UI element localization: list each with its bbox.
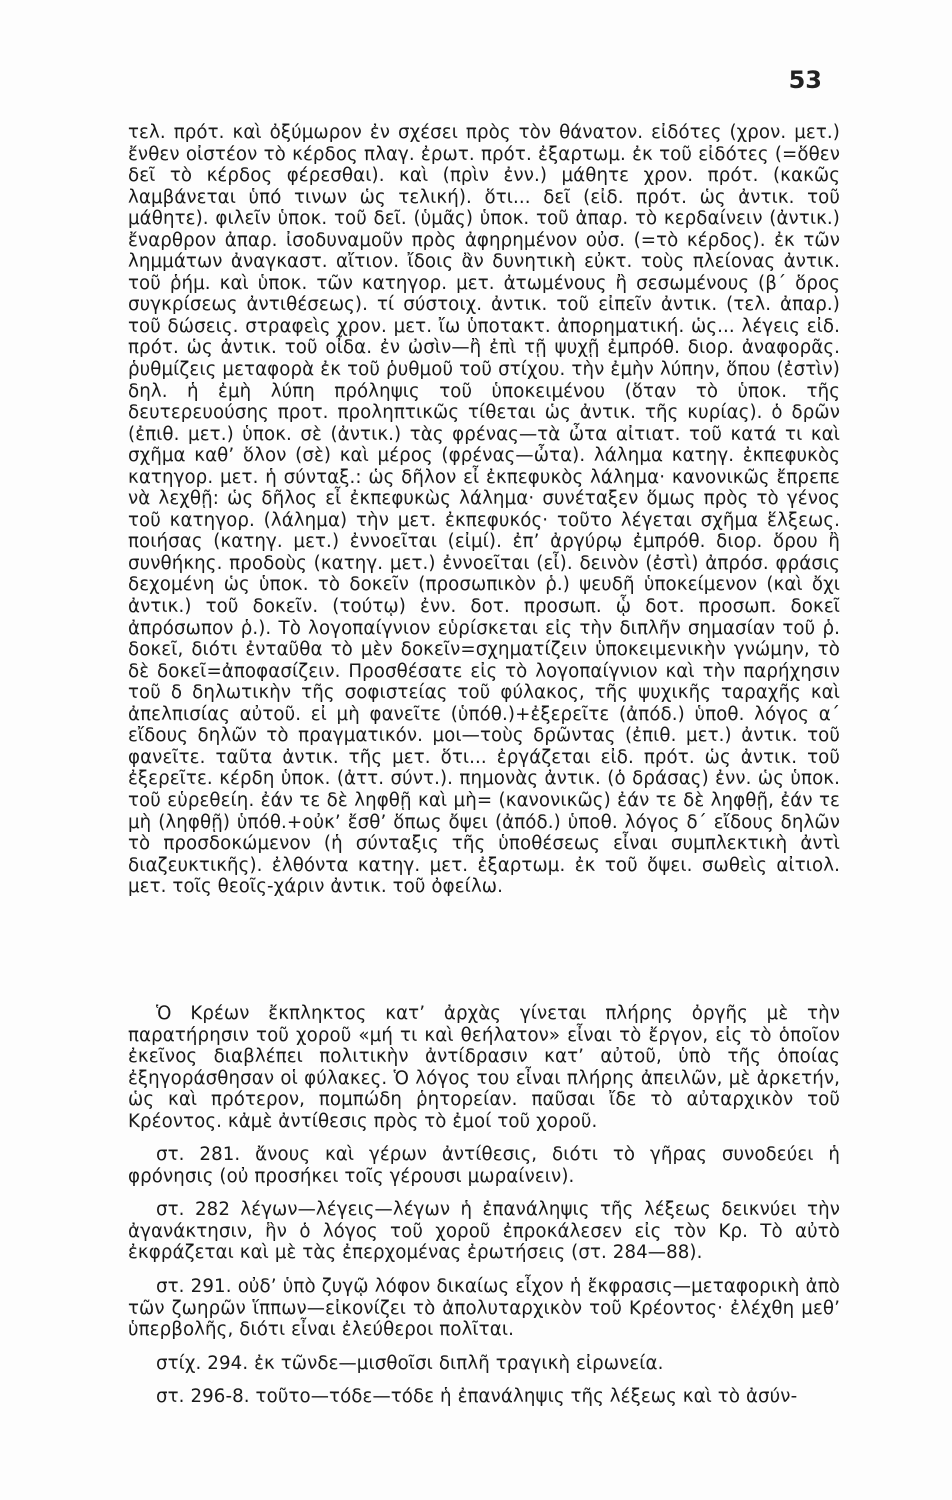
commentary-section (128, 1003, 840, 1408)
page-number: 53 (788, 66, 822, 94)
commentary-paragraph-verse-282: στ. 282 λέγων—λέγεις—λέγων ἡ ἐπανάληψις τῆς λέξεως δεικνύει τὴν ἀγανάκτησιν, ἣν ὁ λόγος τοῦ χοροῦ ἐπροκάλεσεν εἰς τὸν Κρ. Τὸ αὐτὸ ἐκφράζεται καὶ μὲ τὰς ἐπερχομένας ἐρωτήσεις (στ. 284—88). (128, 1199, 840, 1264)
commentary-paragraph-verse-294: στίχ. 294. ἐκ τῶνδε—μισθοῖσι διπλῆ τραγικὴ εἰρωνεία. (156, 1352, 664, 1374)
commentary-paragraph-verse-281: στ. 281. ἄνους καὶ γέρων ἀντίθεσις, διότι τὸ γῆρας συνοδεύει ἡ φρόνησις (οὐ προσήκει τοῖς γέρουσι μωραίνειν). (128, 1144, 840, 1187)
notes-paragraph: τελ. πρότ. καὶ ὀξύμωρον ἐν σχέσει πρὸς τὸν θάνατον. εἰδότες (χρον. μετ.) ἔνθεν οἰστέον τὸ κέρδος πλαγ. ἐρωτ. πρότ. ἐξαρτωμ. ἐκ τοῦ εἰδότες (=ὅθεν δεῖ τὸ κέρδος φέρεσθαι). καὶ (πρὶν ἐνν.) μάθητε χρον. πρότ. (κακῶς λαμβάνεται ὑπό τινων ὡς τελική). ὅτι... δεῖ (εἰδ. πρότ. ὡς ἀντικ. τοῦ μάθητε). φιλεῖν ὑποκ. τοῦ δεῖ. (ὑμᾶς) ὑποκ. τοῦ ἀπαρ. τὸ κερδαίνειν (ἀντικ.) ἔναρθρον ἀπαρ. ἰσοδυναμοῦν πρὸς ἀφηρημένον οὐσ. (=τὸ κέρδος). ἐκ τῶν λημμάτων ἀναγκαστ. αἴτιον. ἴδοις ἂν δυνητικὴ εὐκτ. τοὺς πλείονας ἀντικ. τοῦ ῥήμ. καὶ ὑποκ. τῶν κατηγορ. μετ. ἀτωμένους ἢ σεσωμένους (β΄ ὅρος συγκρίσεως ἀντιθέσεως). τί σύστοιχ. ἀντικ. τοῦ εἰπεῖν ἀντικ. (τελ. ἀπαρ.) τοῦ δώσεις. στραφεὶς χρον. μετ. ἴω ὑποτακτ. ἀπορηματική. ὡς... λέγεις εἰδ. πρότ. ὡς ἀντικ. τοῦ οἶδα. ἐν ὠσὶν—ἢ ἐπὶ τῇ ψυχῇ ἐμπρόθ. διορ. ἀναφορᾶς. ῥυθμίζεις μεταφορὰ ἐκ τοῦ ῥυθμοῦ τοῦ στίχου. τὴν ἐμὴν λύπην, ὅπου (ἐστὶν) δηλ. ἡ ἐμὴ λύπη πρόληψις τοῦ ὑποκειμένου (ὅταν τὸ ὑποκ. τῆς δευτερευούσης προτ. προληπτικῶς τίθεται ὡς ἀντικ. τῆς κυρίας). ὁ δρῶν (ἐπιθ. μετ.) ὑποκ. σὲ (ἀντικ.) τὰς φρένας—τὰ ὦτα αἰτιατ. τοῦ κατά τι καὶ σχῆμα καθ’ ὅλον (σὲ) καὶ μέρος (φρένας—ὦτα). λάλημα κατηγ. ἐκπεφυκὸς κατηγορ. μετ. ἡ σύνταξ.: ὡς δῆλον εἶ ἐκπεφυκὸς λάλημα· κανονικῶς ἔπρεπε νὰ λεχθῇ: ὡς δῆλος εἶ ἐκπεφυκὼς λάλημα· συνέταξεν ὅμως πρὸς τὸ γένος τοῦ κατηγορ. (λάλημα) τὴν μετ. ἐκπεφυκός· τοῦτο λέγεται σχῆμα ἕλξεως. ποιήσας (κατηγ. μετ.) ἐννοεῖται (εἰμί). ἐπ’ ἀργύρῳ ἐμπρόθ. διορ. ὅρου ἢ συνθήκης. προδοὺς (κατηγ. μετ.) ἐννοεῖται (εἶ). δεινὸν (ἐστὶ) ἀπρόσ. φράσις δεχομένη ὡς ὑποκ. τὸ δοκεῖν (προσωπικὸν ῥ.) ψευδῆ ὑποκείμενον (καὶ ὄχι ἀντικ.) τοῦ δοκεῖν. (τούτῳ) ἐνν. δοτ. προσωπ. ᾧ δοτ. προσωπ. δοκεῖ ἀπρόσωπον ῥ.). Τὸ λογοπαίγνιον εὑρίσκεται εἰς τὴν διπλῆν σημασίαν τοῦ ῥ. δοκεῖ, διότι ἐνταῦθα τὸ μὲν δοκεῖν=σχηματίζειν ὑποκειμενικὴν γνώμην, τὸ δὲ δοκεῖ=ἀποφασίζειν. Προσθέσατε εἰς τὸ λογοπαίγνιον καὶ τὴν παρήχησιν τοῦ δ δηλωτικὴν τῆς σοφιστείας τοῦ φύλακος, τῆς ψυχικῆς ταραχῆς καὶ ἀπελπισίας αὐτοῦ. εἰ μὴ φανεῖτε (ὑπόθ.)+ἐξερεῖτε (ἀπόδ.) ὑποθ. λόγος α΄ εἴδους δηλῶν τὸ πραγματικόν. μοι—τοὺς δρῶντας (ἐπιθ. μετ.) ἀντικ. τοῦ φανεῖτε. ταῦτα ἀντικ. τῆς μετ. ὅτι... ἐργάζεται εἰδ. πρότ. ὡς ἀντικ. τοῦ ἐξερεῖτε. κέρδη ὑποκ. (ἀττ. σύντ.). πημονὰς ἀντικ. (ὁ δράσας) ἐνν. ὡς ὑποκ. τοῦ εὑρεθείη. ἐάν τε δὲ ληφθῇ καὶ μὴ= (κανονικῶς) ἐάν τε δὲ ληφθῇ, ἐάν τε μὴ (ληφθῇ) ὑπόθ.+οὐκ’ ἔσθ’ ὅπως ὄψει (ἀπόδ.) ὑποθ. λόγος δ΄ εἴδους δηλῶν τὸ προσδοκώμενον (ἡ σύνταξις τῆς ὑποθέσεως εἶναι συμπλεκτικὴ ἀντὶ διαζευκτικῆς). ἐλθόντα κατηγ. μετ. ἐξαρτωμ. ἐκ τοῦ ὄψει. σωθεὶς αἰτιολ. μετ. τοῖς θεοῖς-χάριν ἀντικ. τοῦ ὀφείλω. (128, 122, 840, 898)
commentary-paragraph-verse-291: στ. 291. οὐδ’ ὑπὸ ζυγῷ λόφον δικαίως εἶχον ἡ ἔκφρασις—μεταφορικὴ ἀπὸ τῶν ζωηρῶν ἵππων—εἰκονίζει τὸ ἀπολυταρχικὸν τοῦ Κρέοντος· ἐλέχθη μεθ’ ὑπερβολῆς, διότι εἶναι ἐλεύθεροι πολῖται. (128, 1276, 840, 1341)
commentary-paragraph-verse-296: στ. 296-8. τοῦτο—τόδε—τόδε ἡ ἐπανάληψις τῆς λέξεως καὶ τὸ ἀσύν- (156, 1386, 798, 1408)
commentary-paragraph-intro: Ὁ Κρέων ἔκπληκτος κατ’ ἀρχὰς γίνεται πλήρης ὀργῆς μὲ τὴν παρατήρησιν τοῦ χοροῦ «μή τι καὶ θεήλατον» εἶναι τὸ ἔργον, εἰς τὸ ὁποῖον ἐκεῖνος διαβλέπει πολιτικὴν ἀντίδρασιν κατ’ αὐτοῦ, ὑπὸ τῆς ὁποίας ἐξηγοράσθησαν οἱ φύλακες. Ὁ λόγος του εἶναι πλήρης ἀπειλῶν, μὲ ἀρκετήν, ὡς καὶ πρότερον, πομπώδη ῥητορείαν. παῦσαι ἴδε τὸ αὐταρχικὸν τοῦ Κρέοντος. κἀμὲ ἀντίθεσις πρὸς τὸ ἐμοί τοῦ χοροῦ. (128, 1003, 840, 1132)
grammatical-notes (128, 122, 840, 898)
